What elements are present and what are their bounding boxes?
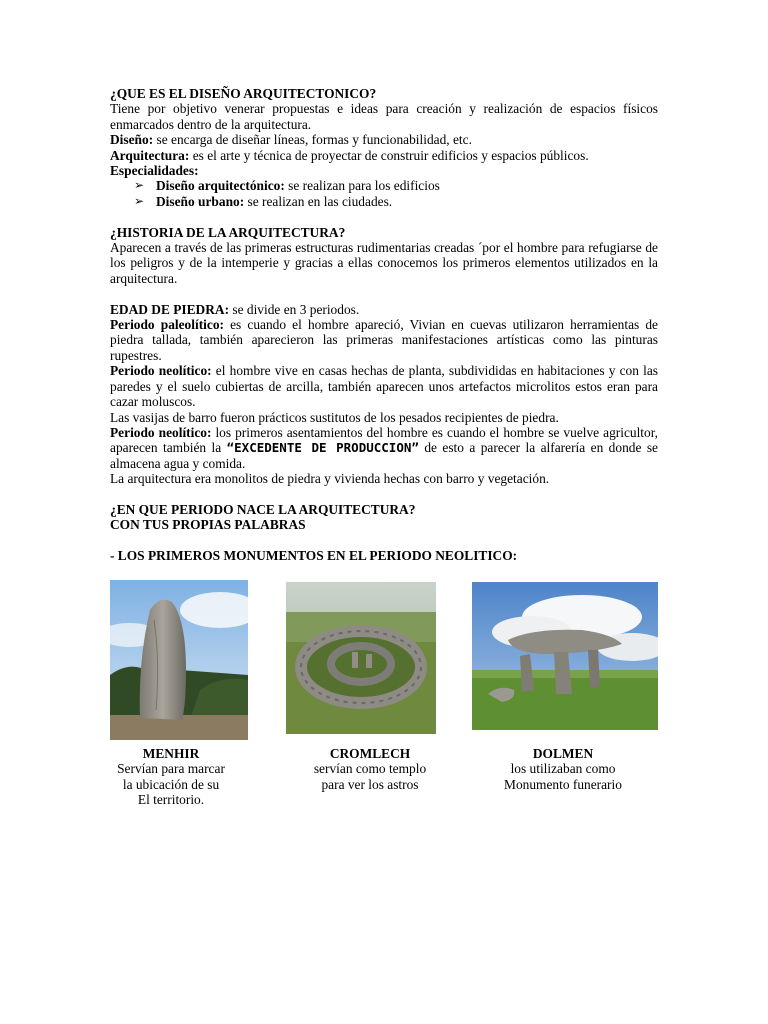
paragraph-neolitico-2: Periodo neolítico: los primeros asentamientos del hombre es cuando el hombre se vuelve agricultor, aparecen también la “EXCEDENTE DE PRODUCCION” de esto a parecer la alfarería en donde se almacena agua y comida. [110,424,658,471]
caption-line: El territorio. [137,792,205,808]
paragraph-edad-piedra: EDAD DE PIEDRA: se divide en 3 periodos. [110,301,360,317]
caption-line: Servían para marcar [117,761,225,777]
menhir-photo [110,580,248,740]
caption-title: MENHIR [142,746,200,761]
caption-line: servían como templo [313,761,427,777]
caption-dolmen [478,746,648,792]
caption-menhir [86,746,256,808]
list-item: ➢ Diseño arquitectónico: se realizan para los edificios [134,178,440,194]
paragraph-monolitos: La arquitectura era monolitos de piedra y vivienda hechas con barro y vegetación. [110,471,550,487]
paragraph-vasijas: Las vasijas de barro fueron prácticos sustitutos de los pesados recipientes de piedra. [110,409,559,425]
caption-title: DOLMEN [532,746,594,761]
cromlech-photo [286,582,436,734]
arrow-bullet-icon: ➢ [134,193,145,208]
paragraph-neolitico-1: Periodo neolítico: el hombre vive en casas hechas de planta, subdivididas en habitaciones y con las paredes y el suelo cubiertas de arcilla, también aparecen unos artefactos microlitos estos eran para cazar moluscos. [110,363,659,410]
definition-arquitectura: Arquitectura: es el arte y técnica de proyectar de construir edificios y espacios públicos. [110,147,589,163]
monument-images [110,580,658,742]
caption-cromlech [285,746,455,792]
paragraph-intro: Tiene por objetivo venerar propuestas e ideas para creación y realización de espacios físicos enmarcados dentro de la arquitectura. [110,101,658,132]
document-body [110,86,658,564]
question-palabras: CON TUS PROPIAS PALABRAS [110,517,306,533]
heading-diseno: ¿QUE ES EL DISEÑO ARQUITECTONICO? [110,86,377,101]
dolmen-photo [472,582,658,730]
paragraph-historia: Aparecen a través de las primeras estructuras rudimentarias creadas ´por el hombre para refugiarse de los peligros y de la intemperie y gracias a ellas conocemos los primeros elementos utilizados en la arquitectura. [110,240,658,286]
caption-line: para ver los astros [321,776,419,792]
list-item: ➢ Diseño urbano: se realizan en las ciudades. [134,193,393,209]
caption-line: Monumento funerario [504,776,622,792]
heading-monumentos: - LOS PRIMEROS MONUMENTOS EN EL PERIODO NEOLITICO: [110,548,518,564]
label-especialidades: Especialidades: [110,163,199,179]
arrow-bullet-icon: ➢ [134,178,145,193]
caption-title: CROMLECH [329,746,411,761]
question-periodo: ¿EN QUE PERIODO NACE LA ARQUITECTURA? [110,501,416,517]
caption-line: los utilizaban como [510,761,616,777]
paragraph-paleolitico: Periodo paleolítico: es cuando el hombre apareció, Vivian en cuevas utilizaron herramientas de piedra tallada, también aparecieron las primeras manifestaciones artísticas como las pinturas rupestres. [110,317,658,363]
definition-diseno: Diseño: se encarga de diseñar líneas, formas y funcionabilidad, etc. [110,132,472,148]
caption-line: la ubicación de su [122,776,220,792]
list-especialidades [110,178,658,209]
highlight-excedente: “EXCEDENTE DE PRODUCCION” [226,440,419,456]
heading-historia: ¿HISTORIA DE LA ARQUITECTURA? [110,224,346,240]
